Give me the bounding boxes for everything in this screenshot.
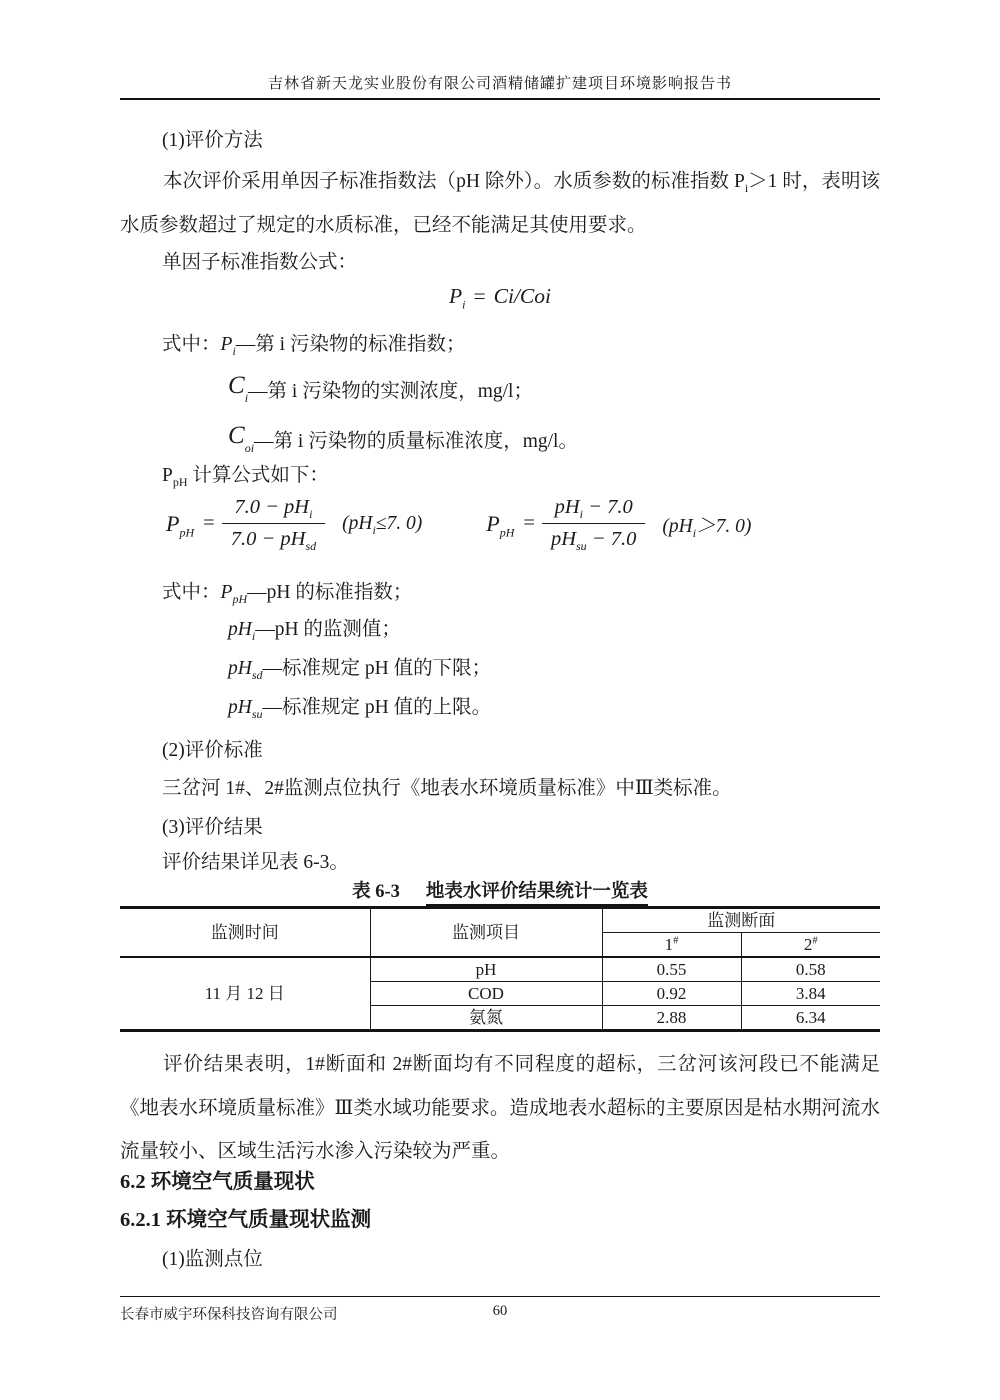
definition-text: —pH 的监测值；: [255, 619, 401, 640]
cell-value: 3.84: [741, 982, 880, 1006]
cell-value: 0.92: [602, 982, 741, 1006]
paragraph-conclusion: 评价结果表明，1#断面和 2#断面均有不同程度的超标，三岔河该河段已不能满足《地表水环境质量标准》Ⅲ类水域功能要求。造成地表水超标的主要原因是枯水期河流水流量较小、区域生活污水渗入污染较为严重。: [120, 1054, 880, 1162]
section-label-evaluation-standard: (2)评价标准: [162, 740, 263, 761]
table-row: [120, 957, 880, 982]
cell-item: pH: [370, 957, 602, 982]
equals-sign: =: [473, 284, 486, 308]
formula-lhs-sub: pH: [499, 524, 515, 539]
cell-value: 0.55: [602, 957, 741, 982]
paragraph-single-factor-intro: [120, 160, 880, 247]
formula-condition: ($pH_i\le 7$. 0): [342, 512, 423, 537]
paragraph-text: ＞1 时，表明该水质参数超过了规定的水质标准，已经不能满足其使用要求。: [120, 171, 880, 236]
header-cell-point-2: [741, 933, 880, 958]
page-header-title: 吉林省新天龙实业股份有限公司酒精储罐扩建项目环境影响报告书: [267, 76, 732, 92]
cell-item: 氨氮: [370, 1006, 602, 1031]
ph-formula-row: [120, 496, 880, 554]
fraction-denominator: $pH_{su} - 7.0$: [550, 528, 637, 554]
section-label-monitoring-points: (1)监测点位: [162, 1249, 263, 1270]
table-caption-label: 表 6-3: [352, 882, 400, 902]
formula-condition: ($pH_i>7$. 0): [662, 515, 752, 540]
equals-sign: =: [523, 512, 535, 534]
footer-company: 长春市威宇环保科技咨询有限公司: [120, 1307, 338, 1323]
fraction: [542, 496, 645, 554]
fraction: [222, 496, 325, 554]
definition-coi: [120, 416, 880, 456]
formula-lhs: $P_{pH}$: [486, 510, 515, 539]
page-footer-rule: [120, 1296, 880, 1297]
math-sub-ph: pH: [172, 474, 188, 489]
definition-text: —标准规定 pH 值的上限。: [262, 697, 492, 718]
definition-phsu: [120, 694, 880, 721]
page-number: 60: [492, 1303, 508, 1319]
formula-lhs-sub: pH: [179, 524, 195, 539]
definition-text: —第 i 污染物的质量标准浓度，mg/l。: [254, 431, 578, 452]
cell-value: 6.34: [741, 1006, 880, 1031]
surface-water-table-wrap: [120, 906, 880, 1032]
formula-ph-low: [166, 496, 423, 554]
definition-prefix: 式中：: [162, 582, 221, 603]
math-sub-i: i: [244, 390, 249, 405]
point-number: 2: [803, 935, 813, 954]
math-var-p: P: [220, 582, 233, 603]
table-caption-title: 地表水评价结果统计一览表: [426, 882, 648, 906]
formula-lhs-sub: i: [462, 297, 466, 312]
heading-6-2: 6.2 环境空气质量现状: [120, 1171, 315, 1193]
paragraph-standard: 三岔河 1#、2#监测点位执行《地表水环境质量标准》中Ⅲ类标准。: [162, 778, 732, 799]
math-var-ph: pH: [228, 619, 252, 640]
math-var-ph: pH: [228, 658, 252, 679]
math-var-ph: pH: [228, 697, 252, 718]
cell-value: 0.58: [741, 957, 880, 982]
header-cell-section: 监测断面: [602, 908, 880, 933]
formula-lhs: P: [449, 284, 463, 308]
paragraph-text: 计算公式如下：: [187, 465, 329, 486]
definition-phi: [120, 616, 880, 643]
fraction-denominator: $7.0 - pH_{sd}$: [230, 528, 317, 554]
math-var-p: P: [162, 465, 173, 486]
definition-text: —pH 的标准指数；: [247, 582, 413, 603]
fraction-numerator: $pH_i - 7.0$: [542, 496, 645, 524]
math-var-c: C: [228, 372, 245, 399]
definition-prefix: 式中：: [162, 334, 221, 355]
math-var-c: C: [228, 422, 245, 449]
hash-superscript: #: [812, 935, 818, 947]
equals-sign: =: [203, 512, 215, 534]
table-caption: [120, 877, 880, 903]
paragraph-formula-lead: 单因子标准指数公式：: [162, 252, 358, 273]
header-cell-item: 监测项目: [370, 908, 602, 958]
fraction-numerator: $7.0 - pH_i$: [222, 496, 325, 524]
math-sub-oi: oi: [244, 440, 255, 455]
definition-text: —第 i 污染物的标准指数；: [235, 334, 466, 355]
math-var-pi: P: [220, 334, 233, 355]
math-sub-ph: pH: [232, 591, 248, 606]
definition-text: —第 i 污染物的实测浓度，mg/l；: [248, 381, 533, 402]
subscript-i: i: [744, 180, 749, 195]
math-sub-i: i: [251, 628, 256, 643]
header-cell-time: 监测时间: [120, 908, 370, 958]
math-sub-su: su: [251, 706, 263, 721]
formula-ph-high: [486, 496, 752, 554]
cell-date: 11 月 12 日: [120, 957, 370, 1031]
table-header-row-1: [120, 908, 880, 933]
math-sub-i: i: [232, 343, 236, 358]
definition-pi: [120, 331, 880, 358]
section-label-evaluation-method: (1)评价方法: [162, 130, 263, 151]
definition-ci: [120, 366, 880, 406]
paragraph-see-table: 评价结果详见表 6-3。: [162, 852, 349, 873]
formula-lhs: $P_{pH}$: [166, 510, 195, 539]
cell-value: 2.88: [602, 1006, 741, 1031]
hash-superscript: #: [673, 935, 679, 947]
section-label-evaluation-result: (3)评价结果: [162, 817, 263, 838]
definition-phsd: [120, 655, 880, 682]
heading-6-2-1: 6.2.1 环境空气质量现状监测: [120, 1209, 372, 1231]
point-number: 1: [664, 935, 674, 954]
cell-item: COD: [370, 982, 602, 1006]
paragraph-text: 本次评价采用单因子标准指数法（pH 除外）。水质参数的标准指数 P: [163, 171, 745, 192]
surface-water-result-table: [120, 906, 880, 1032]
page-header-rule: [120, 98, 880, 100]
definition-pph: [120, 579, 880, 606]
header-cell-point-1: [602, 933, 741, 958]
formula-standard-index: [120, 276, 880, 316]
formula-rhs: Ci/Coi: [493, 284, 551, 308]
math-sub-sd: sd: [251, 667, 263, 682]
paragraph-ph-formula-lead: [120, 462, 880, 489]
definition-text: —标准规定 pH 值的下限；: [262, 658, 492, 679]
